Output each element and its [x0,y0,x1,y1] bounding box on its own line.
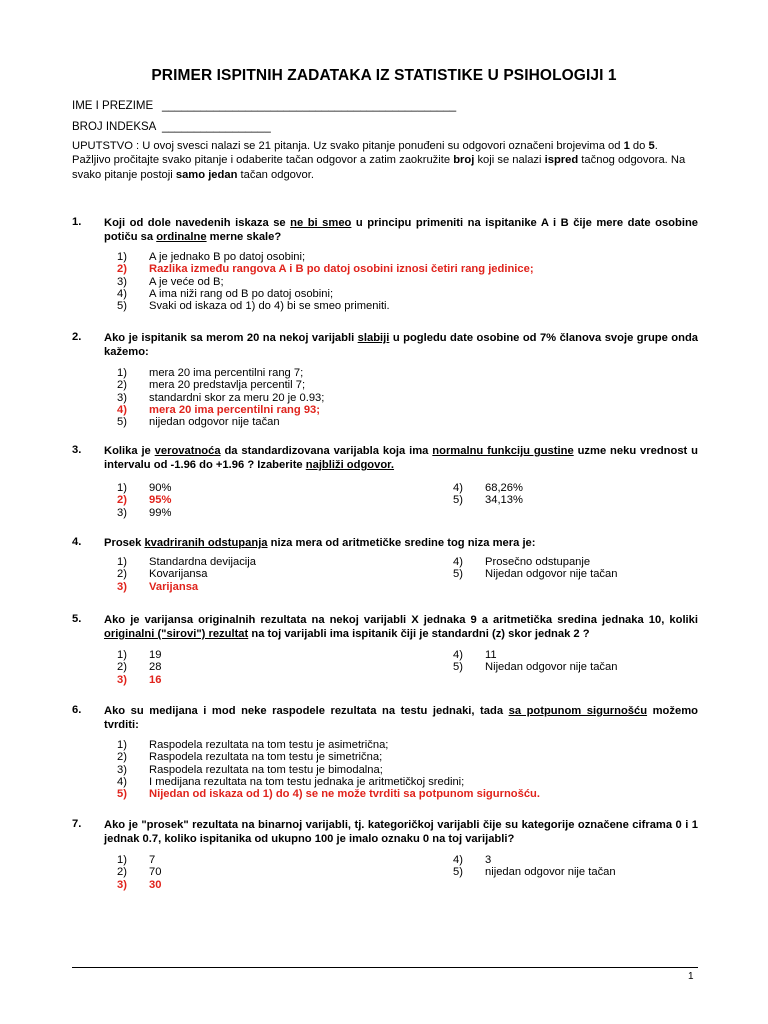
question-text: Ako je varijansa originalnih rezultata na nekoj varijabli X jednaka 9 a aritmetička sredina jednaka 10, koliki originalni ("sirovi") rezultat na toj varijabli ima ispitanik čiji je standardni (z) skor jednak 2 ? [104,614,698,640]
option[interactable]: 5) nijedan odgovor nije tačan [453,866,616,879]
question-number: 4. [72,536,82,548]
option[interactable]: 5) 34,13% [453,494,523,507]
option[interactable]: 4) Prosečno odstupanje [453,556,591,568]
index-label: BROJ INDEKSA [72,121,157,133]
option[interactable]: 4) 3 [453,854,492,866]
option-columns [117,854,698,894]
question-number: 7. [72,818,82,830]
index-line[interactable]: _________________ [162,121,271,133]
page-number: 1 [688,971,694,982]
option[interactable]: 5) Nijedan odgovor nije tačan [453,568,618,581]
option[interactable]: 1) 90% [117,482,172,494]
name-label: IME I PREZIME [72,100,154,112]
option[interactable]: 4) 68,26% [453,482,523,494]
question-5 [72,613,698,689]
question-4 [72,536,698,596]
question-text: Ako je "prosek" rezultata na binarnoj varijabli, tj. kategoričkoj varijabli čije su kategorije označene ciframa 0 i 1 jednak 0.7, koliko ispitanika od ukupno 100 je imalo oznaku 0 na toj varijabli? [104,819,698,845]
option[interactable]: 4) 11 [453,649,497,661]
instructions: UPUTSTVO : U ovoj svesci nalazi se 21 pitanja. Uz svako pitanje ponuđeni su odgovori označeni brojevima od 1 do 5. Pažljivo pročitajte svako pitanje i odaberite tačan odgovor a zatim zaokružite broj koji se nalazi ispred tačnog odgovora. Na svako pitanje postoji samo jedan tačan odgovor. [72,140,686,181]
option-correct[interactable]: 3) 16 [117,673,162,686]
question-number: 1. [72,216,82,228]
option-list [117,739,698,800]
option[interactable]: 5) nijedan odgovor nije tačan [117,416,280,429]
option-correct[interactable]: 2) Razlika između rangova A i B po datoj osobini iznosi četiri rang jedinice; [117,263,534,276]
option[interactable]: 4) A ima niži rang od B po datoj osobini; [117,287,334,300]
option[interactable]: 2) 70 [117,866,162,879]
option[interactable]: 2) Raspodela rezultata na tom testu je simetrična; [117,751,383,764]
name-field [72,100,457,112]
option[interactable]: 1) 7 [117,854,156,866]
question-text: Ako je ispitanik sa merom 20 na nekoj varijabli slabiji u pogledu date osobine od 7% članova svoje grupe onda kažemo: [104,332,699,358]
option[interactable]: 4) I medijana rezultata na tom testu jednaka je aritmetičkoj sredini; [117,775,465,788]
question-number: 5. [72,613,82,625]
option[interactable]: 5) Nijedan odgovor nije tačan [453,661,618,674]
question-text: Koji od dole navedenih iskaza se ne bi smeo u principu primeniti na ispitanike A i B čije mere date osobine potiču sa ordinalne merne skale? [104,217,698,243]
option[interactable]: 1) Raspodela rezultata na tom testu je asimetrična; [117,739,389,751]
question-1 [72,216,698,312]
index-field [72,121,271,133]
question-6 [72,704,698,800]
option[interactable]: 1) A je jednako B po datoj osobini; [117,251,306,263]
name-line[interactable]: ______________________________________________ [162,100,457,112]
option-correct[interactable]: 2) 95% [117,494,172,507]
question-number: 2. [72,331,82,343]
question-number: 3. [72,444,82,456]
option-list [117,251,698,312]
option-correct[interactable]: 4) mera 20 ima percentilni rang 93; [117,403,320,416]
question-3 [72,444,698,522]
page-title: PRIMER ISPITNIH ZADATAKA IZ STATISTIKE U PSIHOLOGIJI 1 [151,67,617,84]
option[interactable]: 2) 28 [117,661,162,674]
option-columns [117,649,698,689]
option-correct[interactable]: 3) 30 [117,878,162,891]
question-text: Ako su medijana i mod neke raspodele rezultata na testu jednaki, tada sa potpunom sigurnošću možemo tvrditi: [104,705,698,731]
option-columns [117,556,698,596]
option[interactable]: 3) standardni skor za meru 20 je 0.93; [117,391,325,404]
option[interactable]: 2) Kovarijansa [117,568,208,581]
option[interactable]: 5) Svaki od iskaza od 1) do 4) bi se smeo primeniti. [117,300,390,313]
option[interactable]: 3) A je veće od B; [117,275,224,288]
option[interactable]: 2) mera 20 predstavlja percentil 7; [117,379,306,392]
question-7 [72,818,698,894]
option[interactable]: 1) 19 [117,649,162,661]
option-list [117,367,698,428]
question-2 [72,331,698,428]
footer-divider [72,967,698,968]
option-correct[interactable]: 5) Nijedan od iskaza od 1) do 4) se ne može tvrditi sa potpunom sigurnošću. [117,788,540,801]
option-columns [117,482,698,522]
question-text: Kolika je verovatnoća da standardizovana varijabla koja ima normalnu funkciju gustine uzme neku vrednost u intervalu od -1.96 do +1.96 ? Izaberite najbliži odgovor. [104,445,698,471]
question-text: Prosek kvadriranih odstupanja niza mera od aritmetičke sredine tog niza mera je: [104,537,536,549]
option[interactable]: 1) Standardna devijacija [117,556,256,568]
option[interactable]: 3) Raspodela rezultata na tom testu je bimodalna; [117,763,383,776]
question-number: 6. [72,704,82,716]
option-correct[interactable]: 3) Varijansa [117,580,199,593]
option[interactable]: 3) 99% [117,506,172,519]
option[interactable]: 1) mera 20 ima percentilni rang 7; [117,367,304,379]
